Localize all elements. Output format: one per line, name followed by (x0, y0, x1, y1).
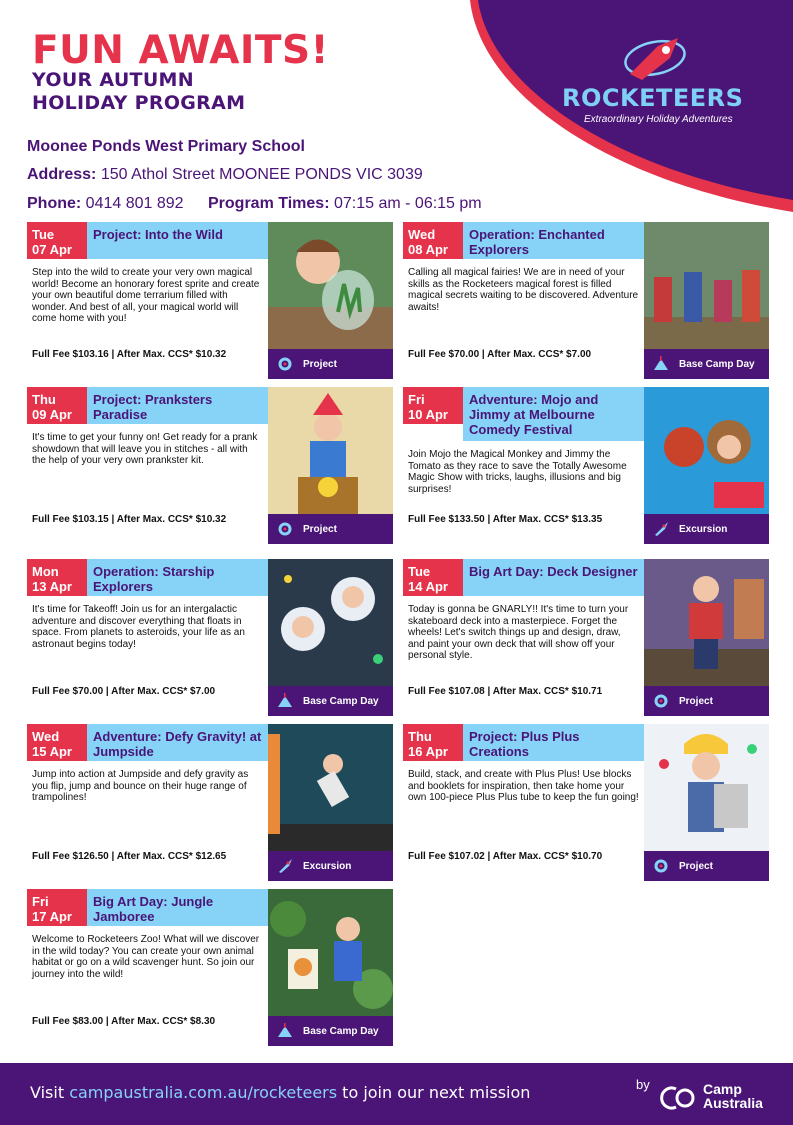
tent-icon (276, 1022, 294, 1040)
address-value: 150 Athol Street MOONEE PONDS VIC 3039 (100, 166, 423, 183)
phone-value: 0414 801 892 (85, 195, 184, 212)
card-category-tag (268, 514, 393, 544)
program-card (403, 724, 769, 881)
program-card (403, 387, 769, 544)
card-fee: Full Fee $70.00 | After Max. CCS* $7.00 (408, 349, 592, 360)
card-category-tag (268, 686, 393, 716)
card-fee: Full Fee $70.00 | After Max. CCS* $7.00 (32, 686, 216, 697)
footer (0, 1063, 793, 1125)
card-title: Project: Into the Wild (87, 222, 268, 259)
card-fee: Full Fee $103.16 | After Max. CCS* $10.32 (32, 349, 227, 360)
card-tag-label: Project (303, 358, 337, 370)
card-date: Fri 10 Apr (403, 387, 463, 424)
card-category-tag (644, 851, 769, 881)
card-photo (268, 559, 393, 686)
gear-icon (276, 520, 294, 538)
card-date: Thu 16 Apr (403, 724, 463, 761)
card-description: Build, stack, and create with Plus Plus! Use blocks and booklets for inspiration, then take home your own 100-piece Plus Plus tube to keep the fun going! (408, 769, 639, 803)
headline: FUN AWAITS! (32, 28, 329, 73)
card-title: Operation: Enchanted Explorers (463, 222, 644, 259)
gear-icon (652, 857, 670, 875)
school-name: Moonee Ponds West Primary School (27, 138, 305, 155)
card-fee: Full Fee $126.50 | After Max. CCS* $12.65 (32, 851, 227, 862)
card-description: It's time to get your funny on! Get ready for a prank showdown that will leave you in stitches - all with the help of your very own prankster kit. (32, 432, 258, 466)
card-photo (644, 724, 769, 851)
card-description: Step into the wild to create your very own magical world! Become an honorary forest sprite and create your own beautiful dome terrarium filled with wonder. And best of all, your magical world will come home with you! (32, 267, 260, 324)
rocketeers-logo-text: ROCKETEERS (562, 84, 744, 112)
card-description: Today is gonna be GNARLY!! It's time to turn your skateboard deck into a masterpiece. Forget the wheels! Let's switch things up and design, draw, and paint your own deck that will show off your personal style. (408, 604, 629, 661)
program-card (403, 559, 769, 716)
card-date: Wed 08 Apr (403, 222, 463, 259)
card-tag-label: Excursion (679, 523, 728, 535)
program-card (27, 889, 393, 1046)
card-category-tag (644, 349, 769, 379)
footer-cta (30, 1083, 530, 1102)
card-description: Jump into action at Jumpside and defy gravity as you flip, jump and bounce on their huge range of trampolines! (32, 769, 249, 803)
card-photo (268, 222, 393, 349)
camp-australia-name: Camp Australia (703, 1081, 763, 1111)
card-photo (268, 889, 393, 1016)
footer-link[interactable]: campaustralia.com.au/rocketeers (69, 1083, 338, 1102)
card-date: Wed 15 Apr (27, 724, 87, 761)
program-card (27, 559, 393, 716)
card-date: Thu 09 Apr (27, 387, 87, 424)
subheadline-2: HOLIDAY PROGRAM (32, 92, 246, 114)
card-fee: Full Fee $107.08 | After Max. CCS* $10.71 (408, 686, 603, 697)
program-card (27, 222, 393, 379)
address-label: Address: (27, 166, 97, 183)
card-title: Project: Plus Plus Creations (463, 724, 644, 761)
card-description: Join Mojo the Magical Monkey and Jimmy the Tomato as they race to save the Totally Awesome Magic Show with tricks, laughs, illusions and big surprises! (408, 449, 627, 495)
card-photo (268, 387, 393, 514)
card-date: Tue 07 Apr (27, 222, 87, 259)
card-tag-label: Project (679, 860, 713, 872)
card-fee: Full Fee $83.00 | After Max. CCS* $8.30 (32, 1016, 216, 1027)
card-title: Adventure: Defy Gravity! at Jumpside (87, 724, 268, 761)
gear-icon (276, 355, 294, 373)
card-title: Big Art Day: Deck Designer (463, 559, 644, 596)
footer-visit-text: Visit (30, 1083, 70, 1102)
address-row (27, 166, 423, 184)
card-photo (644, 222, 769, 349)
card-category-tag (268, 349, 393, 379)
card-tag-label: Project (679, 695, 713, 707)
phone-row (27, 195, 482, 213)
card-title: Project: Pranksters Paradise (87, 387, 268, 424)
program-card (403, 222, 769, 379)
card-title: Operation: Starship Explorers (87, 559, 268, 596)
card-photo (644, 387, 769, 514)
program-times-label: Program Times: (208, 195, 330, 212)
card-tag-label: Project (303, 523, 337, 535)
logo-tagline: Extraordinary Holiday Adventures (584, 114, 733, 125)
phone-label: Phone: (27, 195, 82, 212)
tent-icon (652, 355, 670, 373)
card-title: Big Art Day: Jungle Jamboree (87, 889, 268, 926)
card-description: Welcome to Rocketeers Zoo! What will we discover in the wild today? You can create your own animal habitat or go on a wild scavenger hunt. So join our journey into the wild! (32, 934, 260, 980)
card-date: Mon 13 Apr (27, 559, 87, 596)
card-tag-label: Base Camp Day (679, 358, 755, 370)
card-date: Tue 14 Apr (403, 559, 463, 596)
by-label: by (636, 1077, 650, 1092)
camp-australia-logo-icon (654, 1083, 700, 1113)
card-description: It's time for Takeoff! Join us for an intergalactic adventure and discover everything that floats in space. From planets to asteroids, your life as an astronaut begins today! (32, 604, 245, 650)
program-card (27, 724, 393, 881)
card-category-tag (644, 686, 769, 716)
card-fee: Full Fee $133.50 | After Max. CCS* $13.35 (408, 514, 603, 525)
card-title: Adventure: Mojo and Jimmy at Melbourne Comedy Festival (463, 387, 644, 441)
card-tag-label: Excursion (303, 860, 352, 872)
card-category-tag (268, 1016, 393, 1046)
subheadline-1: YOUR AUTUMN (32, 69, 194, 91)
gear-icon (652, 692, 670, 710)
card-date: Fri 17 Apr (27, 889, 87, 926)
card-photo (268, 724, 393, 851)
rocket-icon (652, 520, 670, 538)
card-category-tag (268, 851, 393, 881)
card-fee: Full Fee $107.02 | After Max. CCS* $10.70 (408, 851, 603, 862)
card-fee: Full Fee $103.15 | After Max. CCS* $10.32 (32, 514, 227, 525)
card-category-tag (644, 514, 769, 544)
rocket-icon (620, 30, 690, 82)
footer-rest-text: to join our next mission (337, 1083, 531, 1102)
program-card (27, 387, 393, 544)
card-tag-label: Base Camp Day (303, 695, 379, 707)
tent-icon (276, 692, 294, 710)
card-description: Calling all magical fairies! We are in need of your skills as the Rocketeers magical forest is filled magical secrets waiting to be discovered. Adventure awaits! (408, 267, 639, 313)
rocket-icon (276, 857, 294, 875)
program-times-value: 07:15 am - 06:15 pm (333, 195, 482, 212)
card-photo (644, 559, 769, 686)
card-tag-label: Base Camp Day (303, 1025, 379, 1037)
